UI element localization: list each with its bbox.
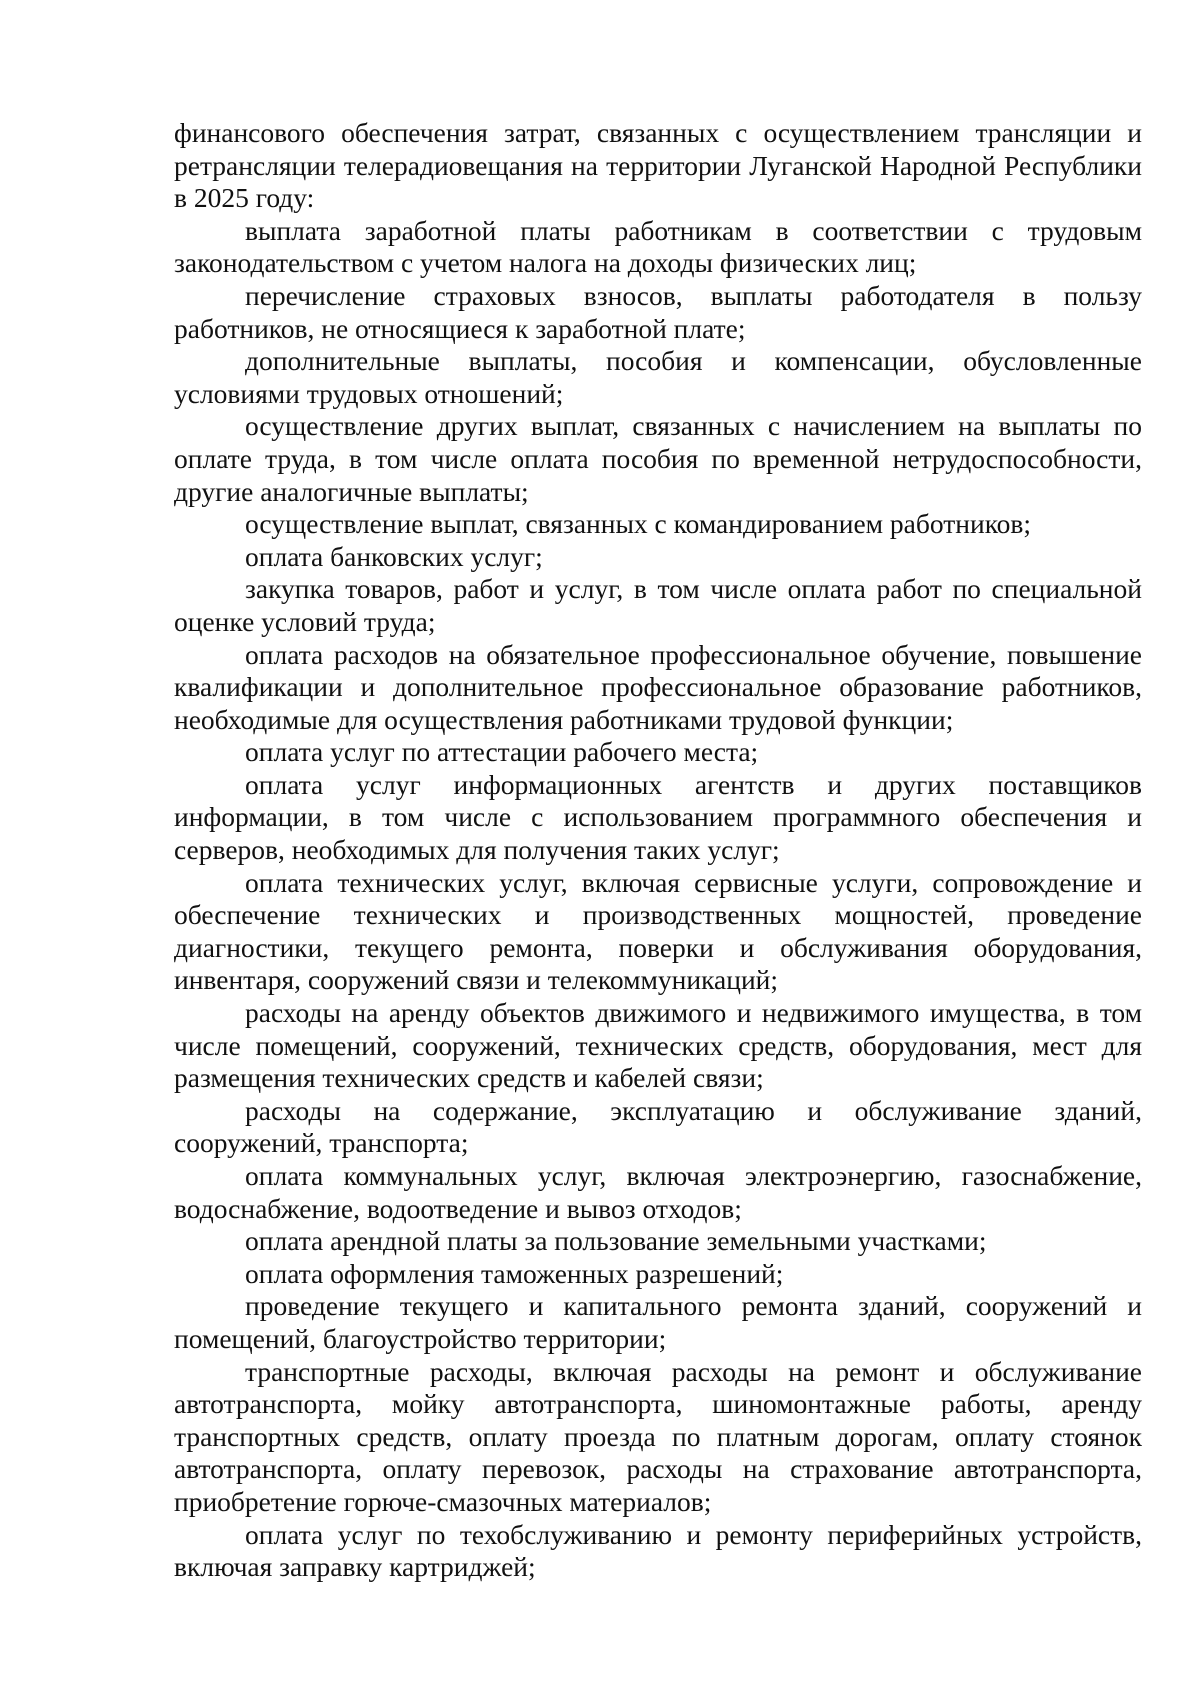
list-item: осуществление выплат, связанных с командированием работников;	[245, 508, 1032, 540]
intro-paragraph: финансового обеспечения затрат, связанных с осуществлением трансляции и ретрансляции телерадиовещания на территории Луганской Народной Республики в 2025 году:	[174, 117, 1142, 214]
list-item: оплата технических услуг, включая сервисные услуги, сопровождение и обеспечение технических и производственных мощностей, проведение диагностики, текущего ремонта, поверки и обслуживания оборудования, инвентаря, сооружений связи и телекоммуникаций;	[174, 866, 1142, 996]
list-item: расходы на содержание, эксплуатацию и обслуживание зданий, сооружений, транспорта;	[174, 1094, 1142, 1159]
list-item: оплата услуг по аттестации рабочего места;	[245, 736, 759, 768]
list-item: осуществление других выплат, связанных с начислением на выплаты по оплате труда, в том числе оплата пособия по временной нетрудоспособности, другие аналогичные выплаты;	[174, 410, 1142, 507]
list-item: транспортные расходы, включая расходы на ремонт и обслуживание автотранспорта, мойку автотранспорта, шиномонтажные работы, аренду транспортных средств, оплату проезда по платным дорогам, оплату стоянок автотранспорта, оплату перевозок, расходы на страхование автотранспорта, приобретение горюче-смазочных материалов;	[174, 1355, 1142, 1517]
list-item: оплата банковских услуг;	[245, 540, 543, 572]
list-item: оплата коммунальных услуг, включая электроэнергию, газоснабжение, водоснабжение, водоотведение и вывоз отходов;	[174, 1160, 1142, 1224]
list-item: закупка товаров, работ и услуг, в том числе оплата работ по специальной оценке условий труда;	[174, 573, 1142, 637]
document-body	[174, 117, 1142, 1584]
list-item: оплата расходов на обязательное профессиональное обучение, повышение квалификации и дополнительное профессиональное образование работников, необходимые для осуществления работниками трудовой функции;	[174, 638, 1142, 735]
list-item: выплата заработной платы работникам в соответствии с трудовым законодательством с учетом налога на доходы физических лиц;	[174, 214, 1142, 279]
list-item: расходы на аренду объектов движимого и недвижимого имущества, в том числе помещений, сооружений, технических средств, оборудования, мест для размещения технических средств и кабелей связи;	[174, 997, 1142, 1094]
list-item: дополнительные выплаты, пособия и компенсации, обусловленные условиями трудовых отношений;	[174, 345, 1142, 409]
list-item: перечисление страховых взносов, выплаты работодателя в пользу работников, не относящиеся к заработной плате;	[174, 279, 1142, 344]
list-item: оплата услуг по техобслуживанию и ремонту периферийных устройств, включая заправку картриджей;	[174, 1518, 1142, 1583]
list-item: оплата услуг информационных агентств и других поставщиков информации, в том числе с использованием программного обеспечения и серверов, необходимых для получения таких услуг;	[174, 768, 1142, 866]
list-item: оплата оформления таможенных разрешений;	[245, 1257, 784, 1289]
list-item: проведение текущего и капитального ремонта зданий, сооружений и помещений, благоустройство территории;	[174, 1290, 1142, 1354]
list-item: оплата арендной платы за пользование земельными участками;	[245, 1225, 987, 1257]
